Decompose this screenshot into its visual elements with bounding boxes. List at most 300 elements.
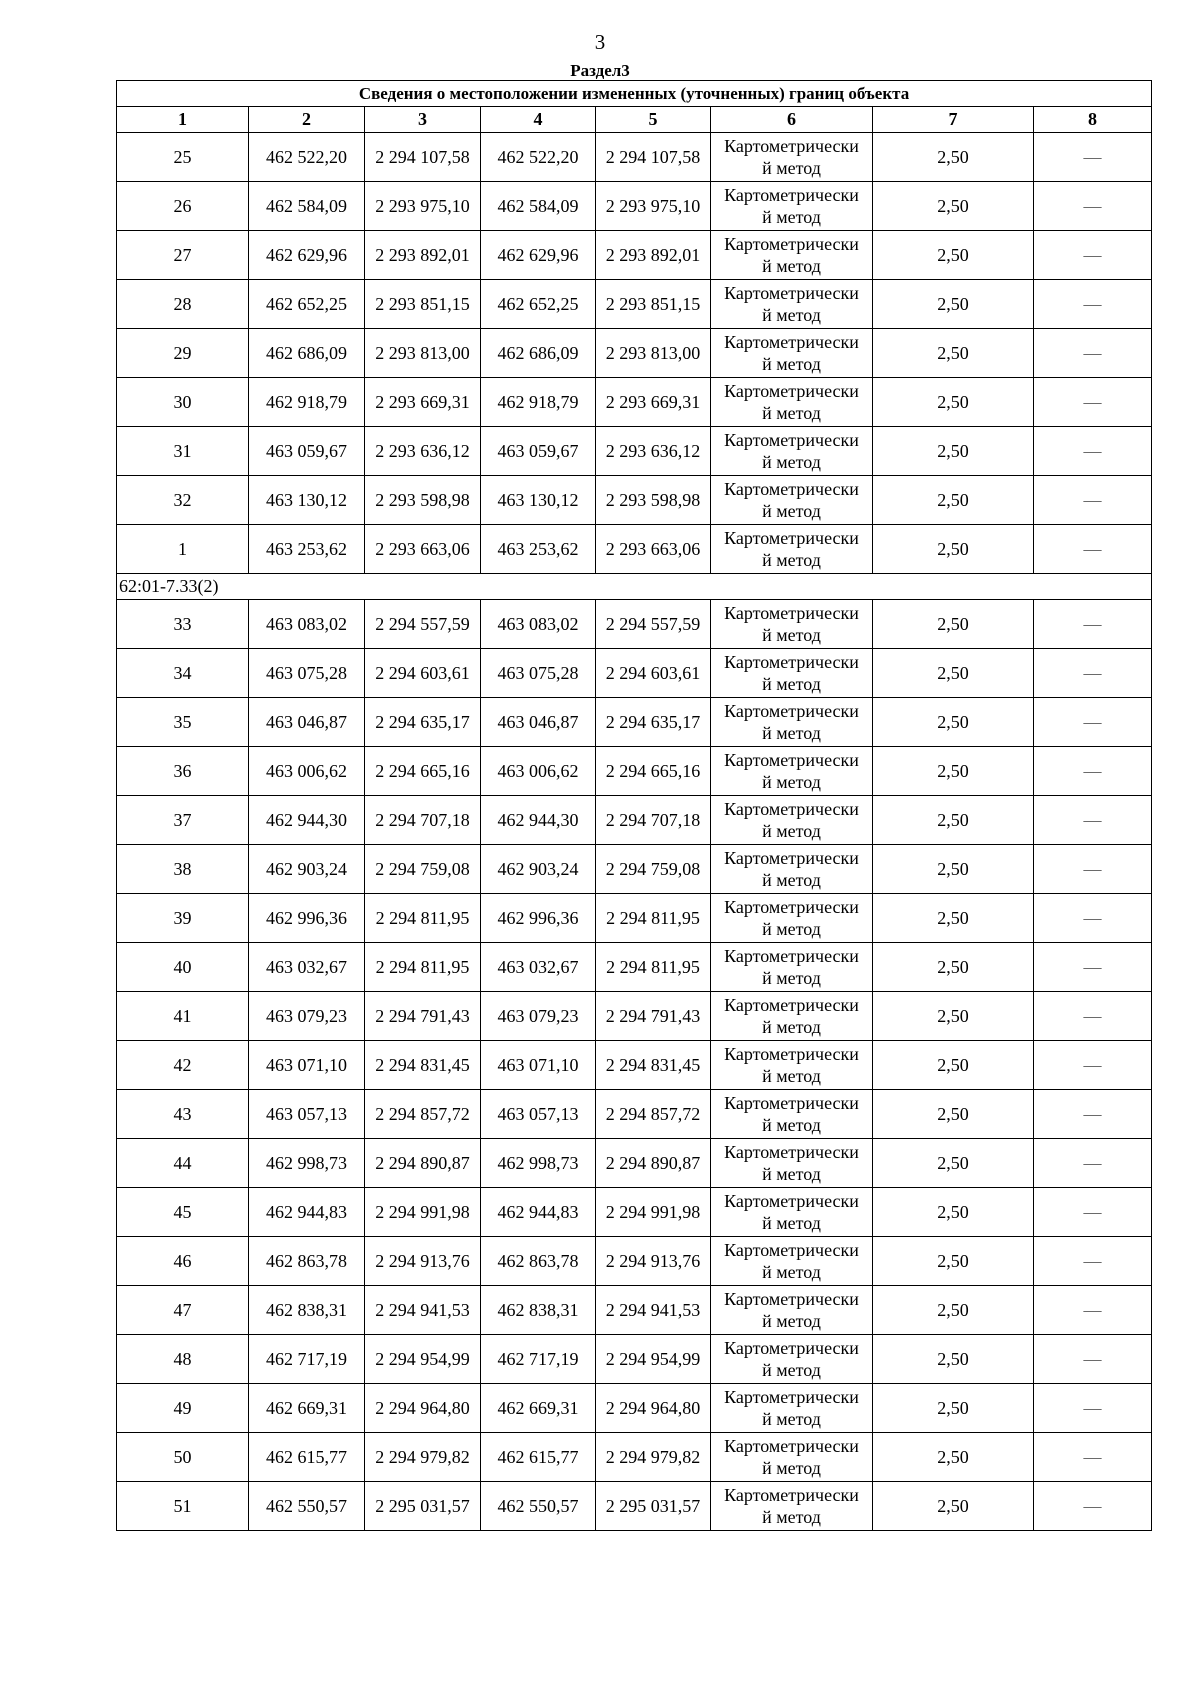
y-coordinate-cell: 2 293 813,00	[365, 329, 481, 378]
method-text: Картометрически	[724, 1142, 859, 1162]
table-row	[117, 476, 1152, 525]
y-coordinate-cell: 2 294 857,72	[365, 1090, 481, 1139]
table-row	[117, 231, 1152, 280]
y-coordinate-cell: 2 294 831,45	[596, 1041, 711, 1090]
y-coordinate-cell: 2 294 665,16	[596, 747, 711, 796]
y-coordinate-cell: 2 295 031,57	[365, 1482, 481, 1531]
x-coordinate-cell: 463 253,62	[481, 525, 596, 574]
method-text: й метод	[762, 1017, 821, 1037]
accuracy-cell: 2,50	[873, 1188, 1034, 1237]
y-coordinate-cell: 2 294 890,87	[365, 1139, 481, 1188]
y-coordinate-cell: 2 294 913,76	[365, 1237, 481, 1286]
point-number-cell: 44	[117, 1139, 249, 1188]
method-cell	[711, 845, 873, 894]
point-number-cell: 41	[117, 992, 249, 1041]
method-text: й метод	[762, 207, 821, 227]
point-number-cell: 50	[117, 1433, 249, 1482]
method-cell	[711, 796, 873, 845]
x-coordinate-cell: 463 130,12	[481, 476, 596, 525]
x-coordinate-cell: 462 629,96	[481, 231, 596, 280]
method-text: Картометрически	[724, 750, 859, 770]
method-cell	[711, 747, 873, 796]
table-row	[117, 1482, 1152, 1531]
method-text: Картометрически	[724, 1240, 859, 1260]
point-number-cell: 30	[117, 378, 249, 427]
note-cell: —	[1034, 378, 1152, 427]
note-cell: —	[1034, 1433, 1152, 1482]
y-coordinate-cell: 2 294 603,61	[365, 649, 481, 698]
table-row	[117, 1335, 1152, 1384]
y-coordinate-cell: 2 294 791,43	[596, 992, 711, 1041]
point-number-cell: 40	[117, 943, 249, 992]
table-row	[117, 943, 1152, 992]
note-cell: —	[1034, 182, 1152, 231]
x-coordinate-cell: 462 998,73	[481, 1139, 596, 1188]
y-coordinate-cell: 2 294 941,53	[365, 1286, 481, 1335]
point-number-cell: 26	[117, 182, 249, 231]
method-cell	[711, 1139, 873, 1188]
method-cell	[711, 600, 873, 649]
column-number: 1	[117, 107, 249, 133]
x-coordinate-cell: 463 075,28	[481, 649, 596, 698]
method-text: й метод	[762, 772, 821, 792]
table-body	[117, 133, 1152, 1531]
x-coordinate-cell: 463 006,62	[249, 747, 365, 796]
point-number-cell: 27	[117, 231, 249, 280]
method-cell	[711, 1090, 873, 1139]
method-cell	[711, 1482, 873, 1531]
method-text: Картометрически	[724, 701, 859, 721]
accuracy-cell: 2,50	[873, 796, 1034, 845]
method-cell	[711, 698, 873, 747]
y-coordinate-cell: 2 294 979,82	[365, 1433, 481, 1482]
accuracy-cell: 2,50	[873, 1384, 1034, 1433]
x-coordinate-cell: 462 522,20	[249, 133, 365, 182]
accuracy-cell: 2,50	[873, 427, 1034, 476]
y-coordinate-cell: 2 294 979,82	[596, 1433, 711, 1482]
method-text: й метод	[762, 452, 821, 472]
x-coordinate-cell: 462 584,09	[249, 182, 365, 231]
x-coordinate-cell: 463 083,02	[249, 600, 365, 649]
table-row	[117, 845, 1152, 894]
y-coordinate-cell: 2 293 663,06	[596, 525, 711, 574]
note-cell: —	[1034, 600, 1152, 649]
method-text: Картометрически	[724, 332, 859, 352]
column-number: 8	[1034, 107, 1152, 133]
method-cell	[711, 231, 873, 280]
method-text: Картометрически	[724, 652, 859, 672]
method-text: Картометрически	[724, 1387, 859, 1407]
table-row	[117, 796, 1152, 845]
x-coordinate-cell: 462 918,79	[249, 378, 365, 427]
method-text: й метод	[762, 870, 821, 890]
method-text: й метод	[762, 550, 821, 570]
point-number-cell: 43	[117, 1090, 249, 1139]
y-coordinate-cell: 2 294 635,17	[596, 698, 711, 747]
note-cell: —	[1034, 231, 1152, 280]
y-coordinate-cell: 2 294 964,80	[596, 1384, 711, 1433]
y-coordinate-cell: 2 294 941,53	[596, 1286, 711, 1335]
accuracy-cell: 2,50	[873, 1286, 1034, 1335]
x-coordinate-cell: 462 717,19	[249, 1335, 365, 1384]
y-coordinate-cell: 2 293 663,06	[365, 525, 481, 574]
x-coordinate-cell: 463 079,23	[249, 992, 365, 1041]
table-row	[117, 280, 1152, 329]
x-coordinate-cell: 462 944,83	[481, 1188, 596, 1237]
x-coordinate-cell: 462 717,19	[481, 1335, 596, 1384]
x-coordinate-cell: 462 918,79	[481, 378, 596, 427]
note-cell: —	[1034, 1482, 1152, 1531]
point-number-cell: 34	[117, 649, 249, 698]
table-row	[117, 698, 1152, 747]
accuracy-cell: 2,50	[873, 649, 1034, 698]
y-coordinate-cell: 2 293 975,10	[596, 182, 711, 231]
method-text: й метод	[762, 1262, 821, 1282]
x-coordinate-cell: 462 996,36	[481, 894, 596, 943]
method-text: Картометрически	[724, 897, 859, 917]
y-coordinate-cell: 2 294 890,87	[596, 1139, 711, 1188]
accuracy-cell: 2,50	[873, 231, 1034, 280]
method-text: Картометрически	[724, 799, 859, 819]
point-number-cell: 47	[117, 1286, 249, 1335]
y-coordinate-cell: 2 293 669,31	[596, 378, 711, 427]
y-coordinate-cell: 2 293 669,31	[365, 378, 481, 427]
x-coordinate-cell: 462 669,31	[481, 1384, 596, 1433]
x-coordinate-cell: 463 057,13	[481, 1090, 596, 1139]
method-text: й метод	[762, 403, 821, 423]
note-cell: —	[1034, 1090, 1152, 1139]
method-text: й метод	[762, 1213, 821, 1233]
y-coordinate-cell: 2 294 811,95	[596, 894, 711, 943]
accuracy-cell: 2,50	[873, 182, 1034, 231]
method-text: Картометрически	[724, 1338, 859, 1358]
accuracy-cell: 2,50	[873, 747, 1034, 796]
note-cell: —	[1034, 796, 1152, 845]
point-number-cell: 39	[117, 894, 249, 943]
accuracy-cell: 2,50	[873, 133, 1034, 182]
method-text: й метод	[762, 305, 821, 325]
table-row	[117, 649, 1152, 698]
page-number: 3	[594, 30, 606, 54]
x-coordinate-cell: 463 032,67	[249, 943, 365, 992]
method-cell	[711, 182, 873, 231]
method-text: Картометрически	[724, 381, 859, 401]
method-text: Картометрически	[724, 136, 859, 156]
method-cell	[711, 894, 873, 943]
x-coordinate-cell: 462 863,78	[481, 1237, 596, 1286]
accuracy-cell: 2,50	[873, 845, 1034, 894]
accuracy-cell: 2,50	[873, 525, 1034, 574]
y-coordinate-cell: 2 293 598,98	[596, 476, 711, 525]
x-coordinate-cell: 462 903,24	[249, 845, 365, 894]
note-cell: —	[1034, 329, 1152, 378]
note-cell: —	[1034, 1237, 1152, 1286]
column-number-row	[117, 107, 1152, 133]
note-cell: —	[1034, 894, 1152, 943]
table-row	[117, 427, 1152, 476]
method-text: Картометрически	[724, 1191, 859, 1211]
x-coordinate-cell: 463 032,67	[481, 943, 596, 992]
method-text: й метод	[762, 158, 821, 178]
point-number-cell: 51	[117, 1482, 249, 1531]
y-coordinate-cell: 2 293 636,12	[365, 427, 481, 476]
point-number-cell: 33	[117, 600, 249, 649]
method-cell	[711, 378, 873, 427]
method-text: й метод	[762, 1409, 821, 1429]
y-coordinate-cell: 2 293 851,15	[365, 280, 481, 329]
method-text: й метод	[762, 968, 821, 988]
point-number-cell: 32	[117, 476, 249, 525]
method-text: Картометрически	[724, 479, 859, 499]
x-coordinate-cell: 463 130,12	[249, 476, 365, 525]
accuracy-cell: 2,50	[873, 943, 1034, 992]
point-number-cell: 37	[117, 796, 249, 845]
method-text: й метод	[762, 1458, 821, 1478]
method-text: й метод	[762, 723, 821, 743]
method-text: й метод	[762, 821, 821, 841]
note-cell: —	[1034, 280, 1152, 329]
y-coordinate-cell: 2 294 954,99	[365, 1335, 481, 1384]
table-row	[117, 1041, 1152, 1090]
table-row	[117, 1286, 1152, 1335]
accuracy-cell: 2,50	[873, 894, 1034, 943]
method-cell	[711, 1188, 873, 1237]
x-coordinate-cell: 462 629,96	[249, 231, 365, 280]
y-coordinate-cell: 2 293 813,00	[596, 329, 711, 378]
y-coordinate-cell: 2 294 759,08	[596, 845, 711, 894]
accuracy-cell: 2,50	[873, 280, 1034, 329]
y-coordinate-cell: 2 293 975,10	[365, 182, 481, 231]
point-number-cell: 45	[117, 1188, 249, 1237]
table-row	[117, 182, 1152, 231]
method-text: Картометрически	[724, 1436, 859, 1456]
table-row	[117, 600, 1152, 649]
y-coordinate-cell: 2 293 892,01	[596, 231, 711, 280]
note-cell: —	[1034, 992, 1152, 1041]
accuracy-cell: 2,50	[873, 1090, 1034, 1139]
method-text: Картометрически	[724, 234, 859, 254]
table-caption: Сведения о местоположении измененных (уточненных) границ объекта	[117, 81, 1152, 107]
point-number-cell: 49	[117, 1384, 249, 1433]
table-row	[117, 1384, 1152, 1433]
x-coordinate-cell: 462 686,09	[481, 329, 596, 378]
x-coordinate-cell: 463 071,10	[249, 1041, 365, 1090]
method-text: Картометрически	[724, 1485, 859, 1505]
point-number-cell: 1	[117, 525, 249, 574]
point-number-cell: 25	[117, 133, 249, 182]
y-coordinate-cell: 2 294 557,59	[596, 600, 711, 649]
x-coordinate-cell: 462 996,36	[249, 894, 365, 943]
method-text: й метод	[762, 1311, 821, 1331]
note-cell: —	[1034, 1384, 1152, 1433]
contour-group-row	[117, 574, 1152, 600]
y-coordinate-cell: 2 294 991,98	[596, 1188, 711, 1237]
table-row	[117, 329, 1152, 378]
x-coordinate-cell: 462 686,09	[249, 329, 365, 378]
method-cell	[711, 329, 873, 378]
table-row	[117, 1090, 1152, 1139]
method-cell	[711, 280, 873, 329]
point-number-cell: 48	[117, 1335, 249, 1384]
table-row	[117, 1433, 1152, 1482]
y-coordinate-cell: 2 294 791,43	[365, 992, 481, 1041]
method-text: й метод	[762, 1066, 821, 1086]
accuracy-cell: 2,50	[873, 329, 1034, 378]
method-cell	[711, 992, 873, 1041]
method-text: й метод	[762, 1360, 821, 1380]
y-coordinate-cell: 2 294 635,17	[365, 698, 481, 747]
x-coordinate-cell: 462 615,77	[249, 1433, 365, 1482]
accuracy-cell: 2,50	[873, 698, 1034, 747]
method-text: Картометрически	[724, 528, 859, 548]
y-coordinate-cell: 2 294 603,61	[596, 649, 711, 698]
y-coordinate-cell: 2 294 665,16	[365, 747, 481, 796]
accuracy-cell: 2,50	[873, 1335, 1034, 1384]
note-cell: —	[1034, 525, 1152, 574]
x-coordinate-cell: 463 046,87	[481, 698, 596, 747]
note-cell: —	[1034, 427, 1152, 476]
y-coordinate-cell: 2 294 831,45	[365, 1041, 481, 1090]
x-coordinate-cell: 462 652,25	[481, 280, 596, 329]
x-coordinate-cell: 462 944,30	[481, 796, 596, 845]
y-coordinate-cell: 2 295 031,57	[596, 1482, 711, 1531]
accuracy-cell: 2,50	[873, 1433, 1034, 1482]
note-cell: —	[1034, 133, 1152, 182]
note-cell: —	[1034, 649, 1152, 698]
method-text: й метод	[762, 1164, 821, 1184]
point-number-cell: 46	[117, 1237, 249, 1286]
y-coordinate-cell: 2 294 707,18	[596, 796, 711, 845]
method-text: й метод	[762, 625, 821, 645]
x-coordinate-cell: 463 079,23	[481, 992, 596, 1041]
x-coordinate-cell: 462 550,57	[481, 1482, 596, 1531]
column-number: 4	[481, 107, 596, 133]
method-text: й метод	[762, 674, 821, 694]
note-cell: —	[1034, 1335, 1152, 1384]
method-text: Картометрически	[724, 848, 859, 868]
x-coordinate-cell: 462 550,57	[249, 1482, 365, 1531]
x-coordinate-cell: 463 083,02	[481, 600, 596, 649]
note-cell: —	[1034, 747, 1152, 796]
method-cell	[711, 476, 873, 525]
x-coordinate-cell: 463 075,28	[249, 649, 365, 698]
note-cell: —	[1034, 1139, 1152, 1188]
x-coordinate-cell: 462 669,31	[249, 1384, 365, 1433]
y-coordinate-cell: 2 293 851,15	[596, 280, 711, 329]
method-text: й метод	[762, 919, 821, 939]
y-coordinate-cell: 2 294 107,58	[596, 133, 711, 182]
y-coordinate-cell: 2 294 707,18	[365, 796, 481, 845]
method-cell	[711, 1433, 873, 1482]
x-coordinate-cell: 463 059,67	[481, 427, 596, 476]
boundary-coordinates-table	[116, 80, 1152, 1531]
y-coordinate-cell: 2 294 557,59	[365, 600, 481, 649]
column-number: 7	[873, 107, 1034, 133]
method-text: й метод	[762, 354, 821, 374]
method-cell	[711, 1286, 873, 1335]
table-row	[117, 747, 1152, 796]
x-coordinate-cell: 462 944,83	[249, 1188, 365, 1237]
section-title: Раздел3	[570, 61, 630, 80]
note-cell: —	[1034, 845, 1152, 894]
accuracy-cell: 2,50	[873, 1139, 1034, 1188]
table-row	[117, 992, 1152, 1041]
x-coordinate-cell: 462 652,25	[249, 280, 365, 329]
method-cell	[711, 525, 873, 574]
column-number: 3	[365, 107, 481, 133]
x-coordinate-cell: 462 522,20	[481, 133, 596, 182]
method-cell	[711, 943, 873, 992]
method-text: й метод	[762, 256, 821, 276]
x-coordinate-cell: 462 944,30	[249, 796, 365, 845]
y-coordinate-cell: 2 294 759,08	[365, 845, 481, 894]
y-coordinate-cell: 2 293 636,12	[596, 427, 711, 476]
accuracy-cell: 2,50	[873, 600, 1034, 649]
method-text: й метод	[762, 1507, 821, 1527]
point-number-cell: 36	[117, 747, 249, 796]
note-cell: —	[1034, 1286, 1152, 1335]
x-coordinate-cell: 463 057,13	[249, 1090, 365, 1139]
y-coordinate-cell: 2 293 598,98	[365, 476, 481, 525]
method-cell	[711, 1384, 873, 1433]
method-text: Картометрически	[724, 946, 859, 966]
x-coordinate-cell: 462 863,78	[249, 1237, 365, 1286]
x-coordinate-cell: 463 006,62	[481, 747, 596, 796]
method-cell	[711, 1237, 873, 1286]
note-cell: —	[1034, 698, 1152, 747]
y-coordinate-cell: 2 294 954,99	[596, 1335, 711, 1384]
x-coordinate-cell: 462 838,31	[481, 1286, 596, 1335]
method-text: Картометрически	[724, 1093, 859, 1113]
y-coordinate-cell: 2 294 811,95	[365, 894, 481, 943]
y-coordinate-cell: 2 293 892,01	[365, 231, 481, 280]
y-coordinate-cell: 2 294 811,95	[596, 943, 711, 992]
accuracy-cell: 2,50	[873, 1482, 1034, 1531]
table-row	[117, 1188, 1152, 1237]
y-coordinate-cell: 2 294 107,58	[365, 133, 481, 182]
method-text: Картометрически	[724, 185, 859, 205]
accuracy-cell: 2,50	[873, 476, 1034, 525]
accuracy-cell: 2,50	[873, 1041, 1034, 1090]
accuracy-cell: 2,50	[873, 378, 1034, 427]
column-number: 6	[711, 107, 873, 133]
table-row	[117, 894, 1152, 943]
method-text: Картометрически	[724, 995, 859, 1015]
x-coordinate-cell: 463 046,87	[249, 698, 365, 747]
method-cell	[711, 133, 873, 182]
x-coordinate-cell: 463 071,10	[481, 1041, 596, 1090]
point-number-cell: 42	[117, 1041, 249, 1090]
x-coordinate-cell: 462 838,31	[249, 1286, 365, 1335]
y-coordinate-cell: 2 294 964,80	[365, 1384, 481, 1433]
accuracy-cell: 2,50	[873, 1237, 1034, 1286]
contour-label: 62:01-7.33(2)	[117, 574, 1152, 600]
method-cell	[711, 427, 873, 476]
point-number-cell: 35	[117, 698, 249, 747]
method-text: Картометрически	[724, 1289, 859, 1309]
note-cell: —	[1034, 1041, 1152, 1090]
table-row	[117, 525, 1152, 574]
x-coordinate-cell: 463 253,62	[249, 525, 365, 574]
method-cell	[711, 1335, 873, 1384]
point-number-cell: 31	[117, 427, 249, 476]
method-text: й метод	[762, 1115, 821, 1135]
accuracy-cell: 2,50	[873, 992, 1034, 1041]
method-text: Картометрически	[724, 603, 859, 623]
y-coordinate-cell: 2 294 913,76	[596, 1237, 711, 1286]
x-coordinate-cell: 462 998,73	[249, 1139, 365, 1188]
table-row	[117, 378, 1152, 427]
